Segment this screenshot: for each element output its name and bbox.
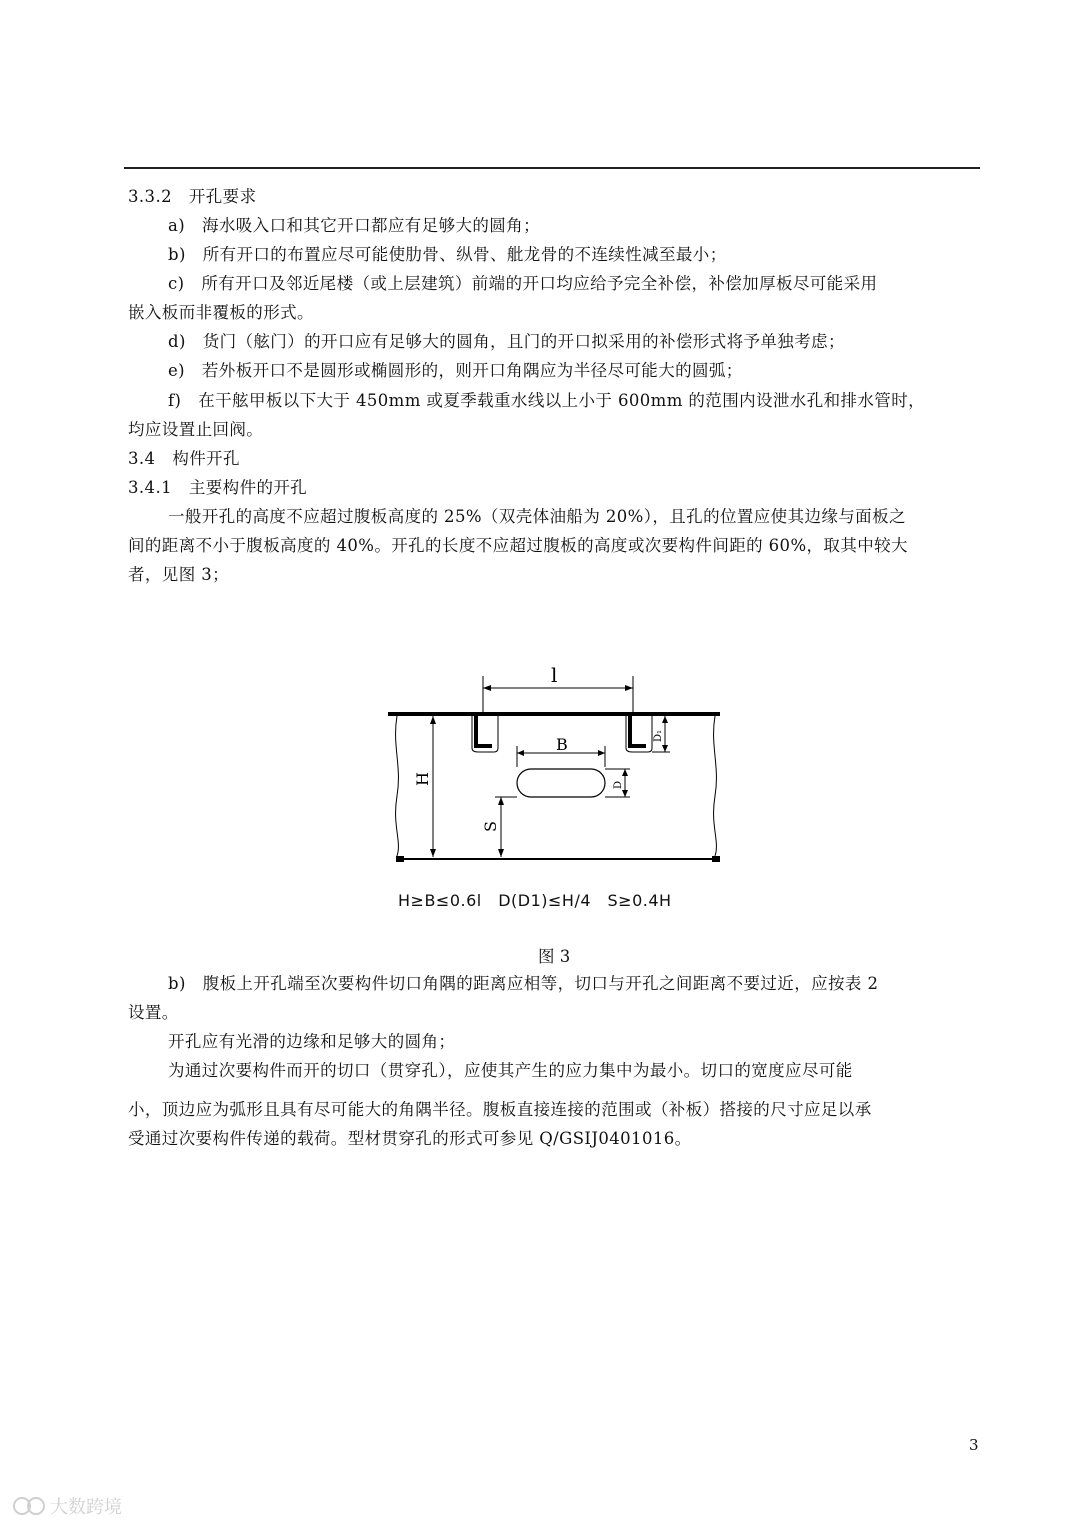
item-a: a) 海水吸入口和其它开口都应有足够大的圆角； [168,216,540,235]
figure-formula: H≥B≤0.6l D(D1)≤H/4 S≥0.4H [398,891,672,910]
watermark-text: 大数跨境 [50,1497,122,1518]
page-number: 3 [969,1436,979,1454]
section-heading-3-4: 3.4 构件开孔 [128,449,240,468]
item-d: d) 货门（舷门）的开口应有足够大的圆角，且门的开口拟采用的补偿形式将予单独考虑； [168,332,845,351]
paragraph-cut-line2: 小，顶边应为弧形且具有尽可能大的角隅半径。腹板直接连接的范围或（补板）搭接的尺寸应足以承 [128,1100,872,1119]
item-f-line1: f) 在干舷甲板以下大于 450mm 或夏季载重水线以上小于 600mm 的范围内设泄水孔和排水管时， [168,391,925,410]
item-b2-line1: b) 腹板上开孔端至次要构件切口角隅的距离应相等，切口与开孔之间距离不要过近，应按表 2 [168,974,879,993]
item-b: b) 所有开口的布置应尽可能使肋骨、纵骨、舭龙骨的不连续性减至最小； [168,245,727,264]
section-heading-3-3-2: 3.3.2 开孔要求 [128,187,257,206]
paragraph-cut-line3: 受通过次要构件传递的载荷。型材贯穿孔的形式可参见 Q/GSIJ0401016。 [128,1129,692,1148]
item-f-line2: 均应设置止回阀。 [128,420,264,439]
label-B: B [556,735,568,754]
paragraph-line3: 者，见图 3； [128,565,230,584]
paragraph-line1: 一般开孔的高度不应超过腹板高度的 25%（双壳体油船为 20%），且孔的位置应使其边缘与面板之 [168,507,906,526]
label-D: D [613,780,624,789]
section-heading-3-4-1: 3.4.1 主要构件的开孔 [128,478,308,497]
paragraph-smooth-edges: 开孔应有光滑的边缘和足够大的圆角； [168,1032,456,1051]
paragraph-line2: 间的距离不小于腹板高度的 40%。开孔的长度不应超过腹板的高度或次要构件间距的 60%，取其中较大 [128,536,908,555]
label-S: S [481,821,500,832]
figure-3-diagram [380,656,730,876]
item-c-line1: c) 所有开口及邻近尾楼（或上层建筑）前端的开口均应给予完全补偿，补偿加厚板尽可能采用 [168,274,878,293]
item-c-line2: 嵌入板而非覆板的形式。 [128,303,314,322]
figure-caption: 图 3 [538,947,571,966]
item-b2-line2: 设置。 [128,1003,179,1022]
label-D1: D₁ [653,729,664,742]
label-H: H [413,772,432,786]
label-l: l [551,663,558,687]
item-e: e) 若外板开口不是圆形或椭圆形的，则开口角隅应为半径尽可能大的圆弧； [168,361,743,380]
header-rule [124,167,980,169]
paragraph-cut-line1: 为通过次要构件而开的切口（贯穿孔），应使其产生的应力集中为最小。切口的宽度应尽可能 [168,1061,853,1080]
watermark-logo [10,1493,150,1519]
